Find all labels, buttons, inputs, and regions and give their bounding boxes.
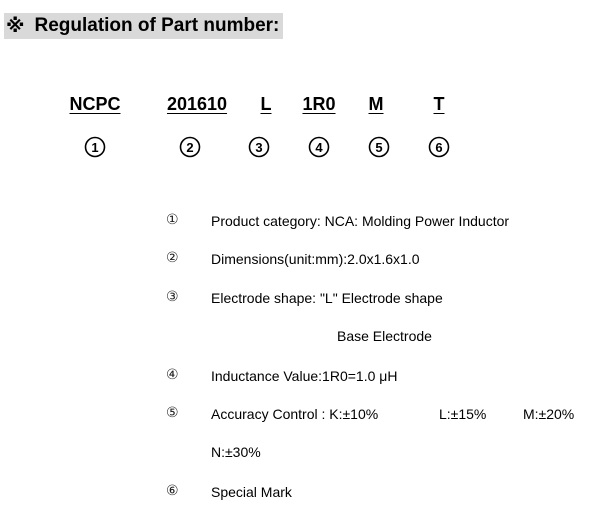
legend-number: ③ xyxy=(166,289,179,305)
circled-number-6 xyxy=(428,136,450,158)
legend-number: ② xyxy=(166,250,179,266)
svg-text:1: 1 xyxy=(91,140,99,155)
legend-item-product-category xyxy=(0,211,615,233)
legend-number: ④ xyxy=(166,367,179,383)
code-segment-accuracy: M xyxy=(368,94,384,114)
code-segment-electrode-shape: L xyxy=(260,94,272,114)
circled-number-1 xyxy=(84,136,106,158)
reference-mark-icon: ※ xyxy=(6,15,25,37)
svg-text:6: 6 xyxy=(435,140,443,155)
legend-text: Electrode shape: "L" Electrode shape xyxy=(211,290,443,306)
circled-number-5 xyxy=(368,136,390,158)
legend-text: Special Mark xyxy=(211,484,292,500)
legend-item-dimensions xyxy=(0,249,615,271)
code-segment-product-category: NCPC xyxy=(69,94,121,114)
accuracy-m-value: M:±20% xyxy=(523,406,575,422)
legend-item-electrode-shape-sub xyxy=(0,326,615,348)
svg-text:5: 5 xyxy=(375,140,383,155)
svg-text:3: 3 xyxy=(255,140,263,155)
legend-subtext: Base Electrode xyxy=(337,328,432,344)
code-segment-dimensions: 201610 xyxy=(166,94,228,114)
legend-item-special-mark xyxy=(0,482,615,504)
svg-text:2: 2 xyxy=(186,140,194,155)
accuracy-n-value: N:±30% xyxy=(211,444,261,460)
legend-item-inductance xyxy=(0,366,615,388)
circled-number-3 xyxy=(248,136,270,158)
legend-number: ⑥ xyxy=(166,483,179,499)
legend-number: ① xyxy=(166,212,179,228)
legend-number: ⑤ xyxy=(166,405,179,421)
svg-text:4: 4 xyxy=(315,140,323,155)
code-segment-inductance: 1R0 xyxy=(302,94,336,114)
circled-number-4 xyxy=(308,136,330,158)
accuracy-l-value: L:±15% xyxy=(439,406,487,422)
legend-text: Inductance Value:1R0=1.0 μH xyxy=(211,368,398,384)
section-title: Regulation of Part number: xyxy=(34,15,280,36)
circled-number-2 xyxy=(179,136,201,158)
legend-text: Dimensions(unit:mm):2.0x1.6x1.0 xyxy=(211,251,420,267)
legend-item-accuracy-cont xyxy=(0,442,615,464)
section-header xyxy=(4,13,283,39)
legend-text: Product category: NCA: Molding Power Inductor xyxy=(211,213,510,229)
code-segment-special-mark: T xyxy=(433,94,445,114)
legend-text: Accuracy Control : K:±10% xyxy=(211,406,379,422)
legend-item-accuracy xyxy=(0,404,615,426)
legend-item-electrode-shape xyxy=(0,288,615,310)
